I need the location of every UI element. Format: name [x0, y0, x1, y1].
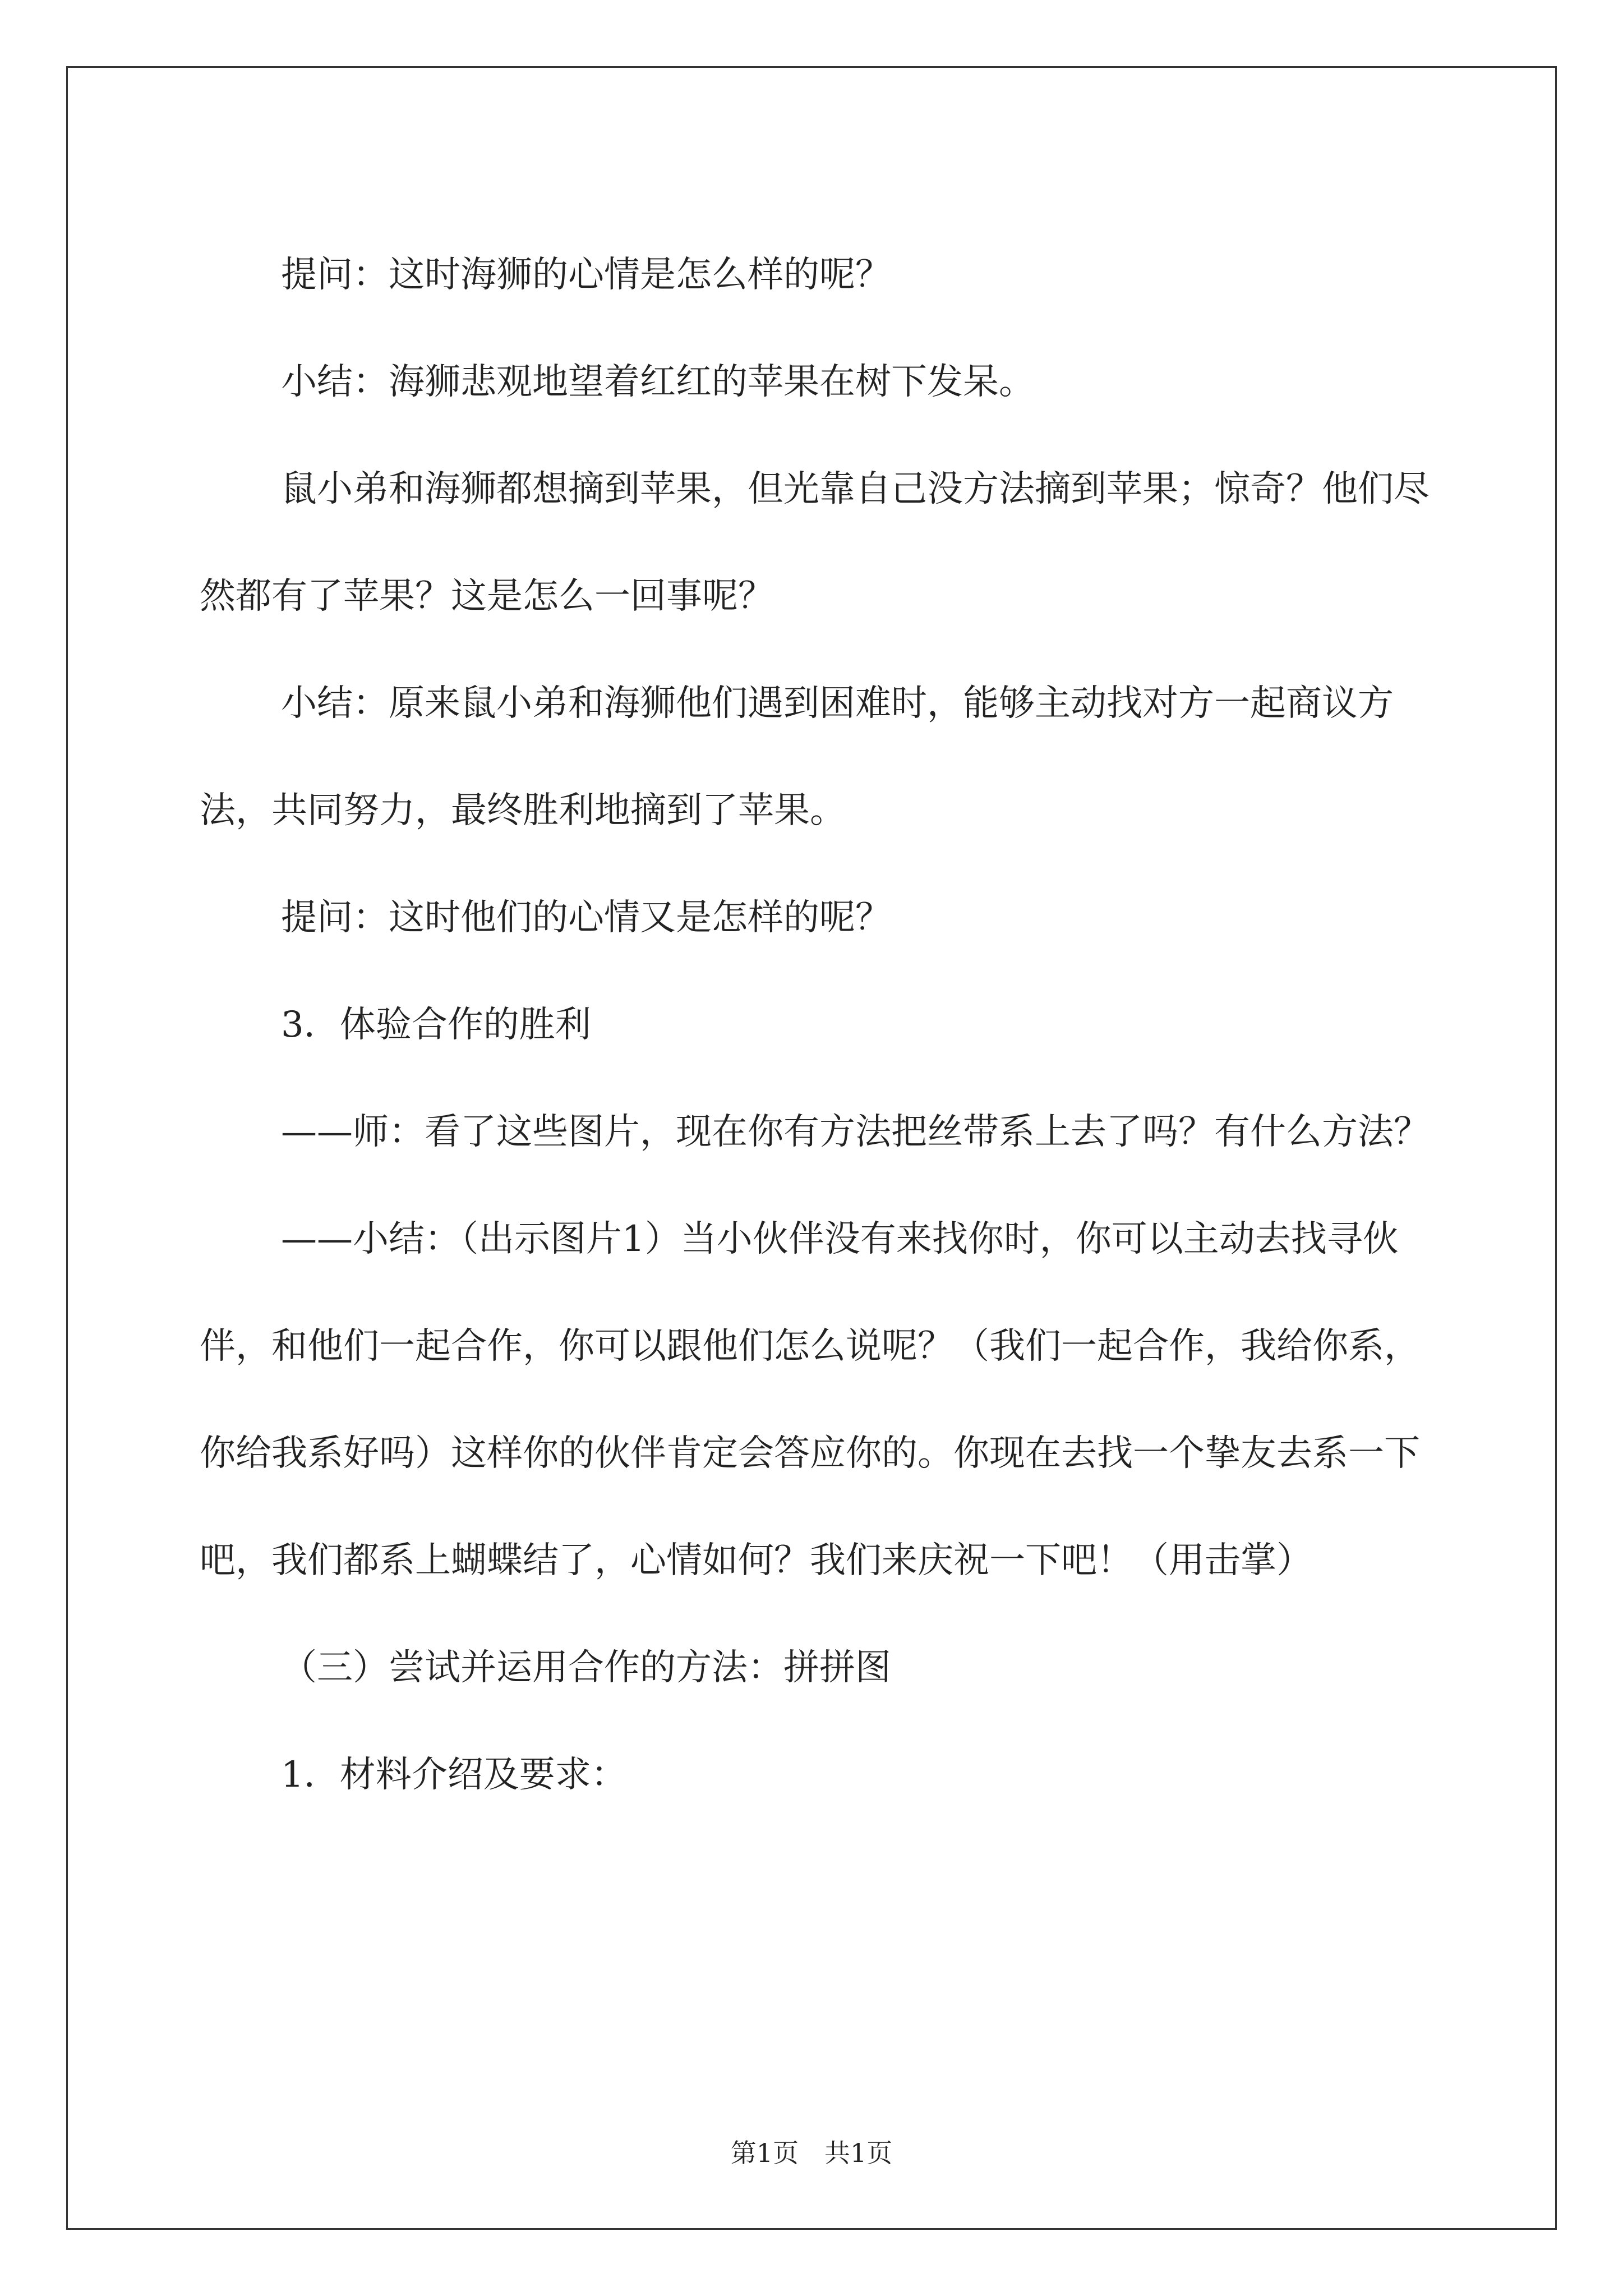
- paragraph-6: 3．体验合作的胜利: [281, 1004, 591, 1046]
- paragraph-10: 1．材料介绍及要求：: [281, 1754, 627, 1796]
- page-footer: 第1页 共1页: [730, 2138, 893, 2168]
- paragraph-5: 提问：这时他们的心情又是怎样的呢？: [281, 897, 891, 938]
- paragraph-7: ——师：看了这些图片，现在你有方法把丝带系上去了吗？有什么方法？: [281, 1111, 1430, 1153]
- paragraph-9: （三）尝试并运用合作的方法：拼拼图: [281, 1647, 891, 1688]
- document-body: [200, 222, 1433, 1829]
- paragraph-2: 小结：海狮悲观地望着红红的苹果在树下发呆。: [281, 361, 1035, 403]
- paragraph-3: 鼠小弟和海狮都想摘到苹果，但光靠自己没方法摘到苹果；惊奇？他们尽然都有了苹果？这是怎么一回事呢？: [200, 468, 1430, 617]
- paragraph-8: ——小结：（出示图片1）当小伙伴没有来找你时，你可以主动去找寻伙伴，和他们一起合作，你可以跟他们怎么说呢？（我们一起合作，我给你系，你给我系好吗）这样你的伙伴肯定会答应你的。你现在去找一个挚友去系一下吧，我们都系上蝴蝶结了，心情如何？我们来庆祝一下吧！（用击掌）: [200, 1218, 1420, 1581]
- paragraph-1: 提问：这时海狮的心情是怎么样的呢？: [281, 254, 891, 296]
- paragraph-4: 小结：原来鼠小弟和海狮他们遇到困难时，能够主动找对方一起商议方法，共同努力，最终胜利地摘到了苹果。: [200, 683, 1394, 831]
